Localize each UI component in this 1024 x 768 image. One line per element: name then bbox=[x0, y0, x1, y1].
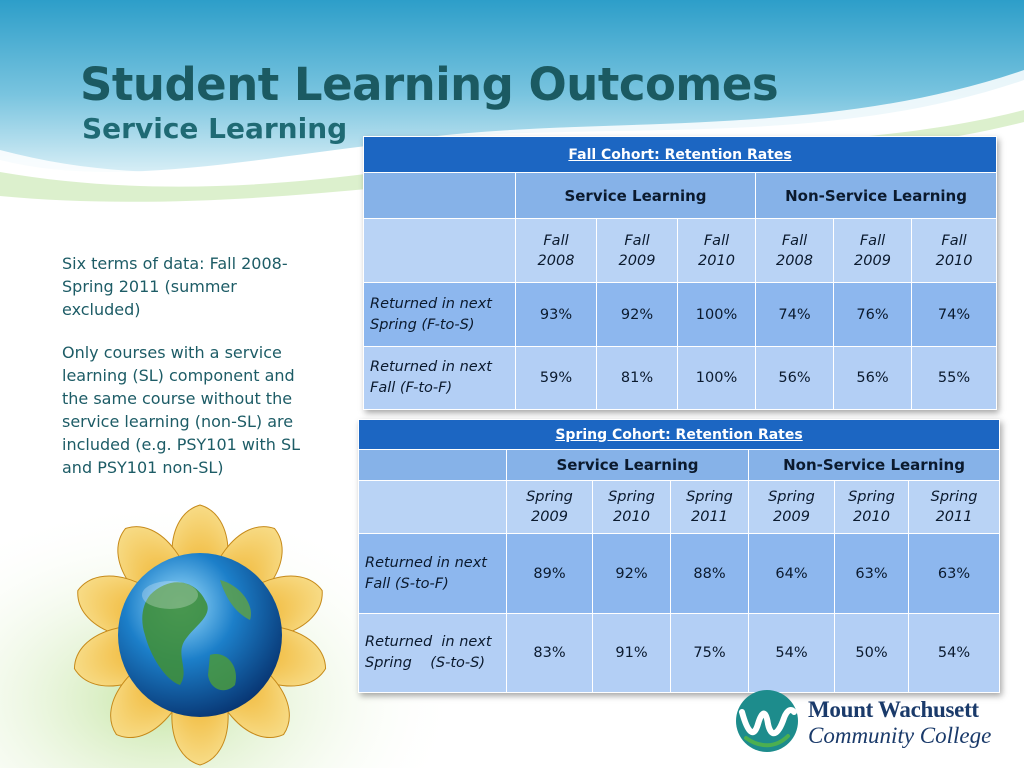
table-cell: 75% bbox=[671, 614, 749, 693]
paragraph-course-criteria: Only courses with a service learning (SL) component and the same course without the service learning (non-SL) are included (e.g. PSY101 with SL and PSY101 non-SL) bbox=[62, 343, 301, 477]
term-header: Spring 2009 bbox=[507, 481, 593, 534]
spring-table-caption: Spring Cohort: Retention Rates bbox=[359, 420, 1000, 450]
table-cell: 91% bbox=[593, 614, 671, 693]
term-header: Spring 2010 bbox=[593, 481, 671, 534]
table-cell: 56% bbox=[756, 347, 834, 410]
table-cell: 54% bbox=[909, 614, 1000, 693]
table-cell: 56% bbox=[834, 347, 912, 410]
term-header: Spring 2011 bbox=[671, 481, 749, 534]
row-label: Returned in next Spring (F-to-S) bbox=[364, 283, 516, 347]
fall-cohort-table bbox=[363, 136, 997, 410]
group-header-service-learning: Service Learning bbox=[516, 173, 756, 219]
table-corner-cell bbox=[364, 219, 516, 283]
slide-title: Student Learning Outcomes bbox=[80, 58, 779, 111]
table-cell: 92% bbox=[597, 283, 678, 347]
description-text bbox=[62, 252, 312, 499]
college-name bbox=[808, 697, 991, 749]
table-cell: 100% bbox=[678, 347, 756, 410]
table-corner-cell bbox=[359, 481, 507, 534]
row-label: Returned in next Spring (S-to-S) bbox=[359, 614, 507, 693]
table-cell: 92% bbox=[593, 534, 671, 614]
row-label: Returned in next Fall (F-to-F) bbox=[364, 347, 516, 410]
table-cell: 89% bbox=[507, 534, 593, 614]
table-corner-cell bbox=[364, 173, 516, 219]
table-cell: 63% bbox=[835, 534, 909, 614]
table-cell: 54% bbox=[749, 614, 835, 693]
table-cell: 100% bbox=[678, 283, 756, 347]
college-logo-icon bbox=[734, 688, 800, 754]
term-header: Fall 2010 bbox=[678, 219, 756, 283]
term-header: Fall 2008 bbox=[516, 219, 597, 283]
table-cell: 55% bbox=[912, 347, 997, 410]
college-name-line1: Mount Wachusett bbox=[808, 697, 979, 722]
spring-cohort-table bbox=[358, 419, 1000, 693]
paragraph-data-terms: Six terms of data: Fall 2008-Spring 2011 (summer excluded) bbox=[62, 254, 288, 319]
table-cell: 83% bbox=[507, 614, 593, 693]
term-header: Fall 2009 bbox=[597, 219, 678, 283]
term-header: Spring 2011 bbox=[909, 481, 1000, 534]
group-header-non-service-learning: Non-Service Learning bbox=[756, 173, 997, 219]
term-header: Fall 2008 bbox=[756, 219, 834, 283]
group-header-service-learning: Service Learning bbox=[507, 450, 749, 481]
slide-subtitle: Service Learning bbox=[82, 112, 348, 145]
row-label: Returned in next Fall (S-to-F) bbox=[359, 534, 507, 614]
table-cell: 63% bbox=[909, 534, 1000, 614]
table-corner-cell bbox=[359, 450, 507, 481]
term-header: Spring 2010 bbox=[835, 481, 909, 534]
table-cell: 88% bbox=[671, 534, 749, 614]
group-header-non-service-learning: Non-Service Learning bbox=[749, 450, 1000, 481]
table-cell: 74% bbox=[756, 283, 834, 347]
table-cell: 81% bbox=[597, 347, 678, 410]
table-row bbox=[359, 534, 1000, 614]
table-cell: 59% bbox=[516, 347, 597, 410]
table-cell: 76% bbox=[834, 283, 912, 347]
table-row bbox=[359, 614, 1000, 693]
table-cell: 64% bbox=[749, 534, 835, 614]
college-name-line2: Community College bbox=[808, 723, 992, 748]
table-cell: 50% bbox=[835, 614, 909, 693]
term-header: Fall 2010 bbox=[912, 219, 997, 283]
fall-table-caption: Fall Cohort: Retention Rates bbox=[364, 137, 997, 173]
table-row bbox=[364, 347, 997, 410]
table-cell: 74% bbox=[912, 283, 997, 347]
table-row bbox=[364, 283, 997, 347]
term-header: Fall 2009 bbox=[834, 219, 912, 283]
table-cell: 93% bbox=[516, 283, 597, 347]
term-header: Spring 2009 bbox=[749, 481, 835, 534]
